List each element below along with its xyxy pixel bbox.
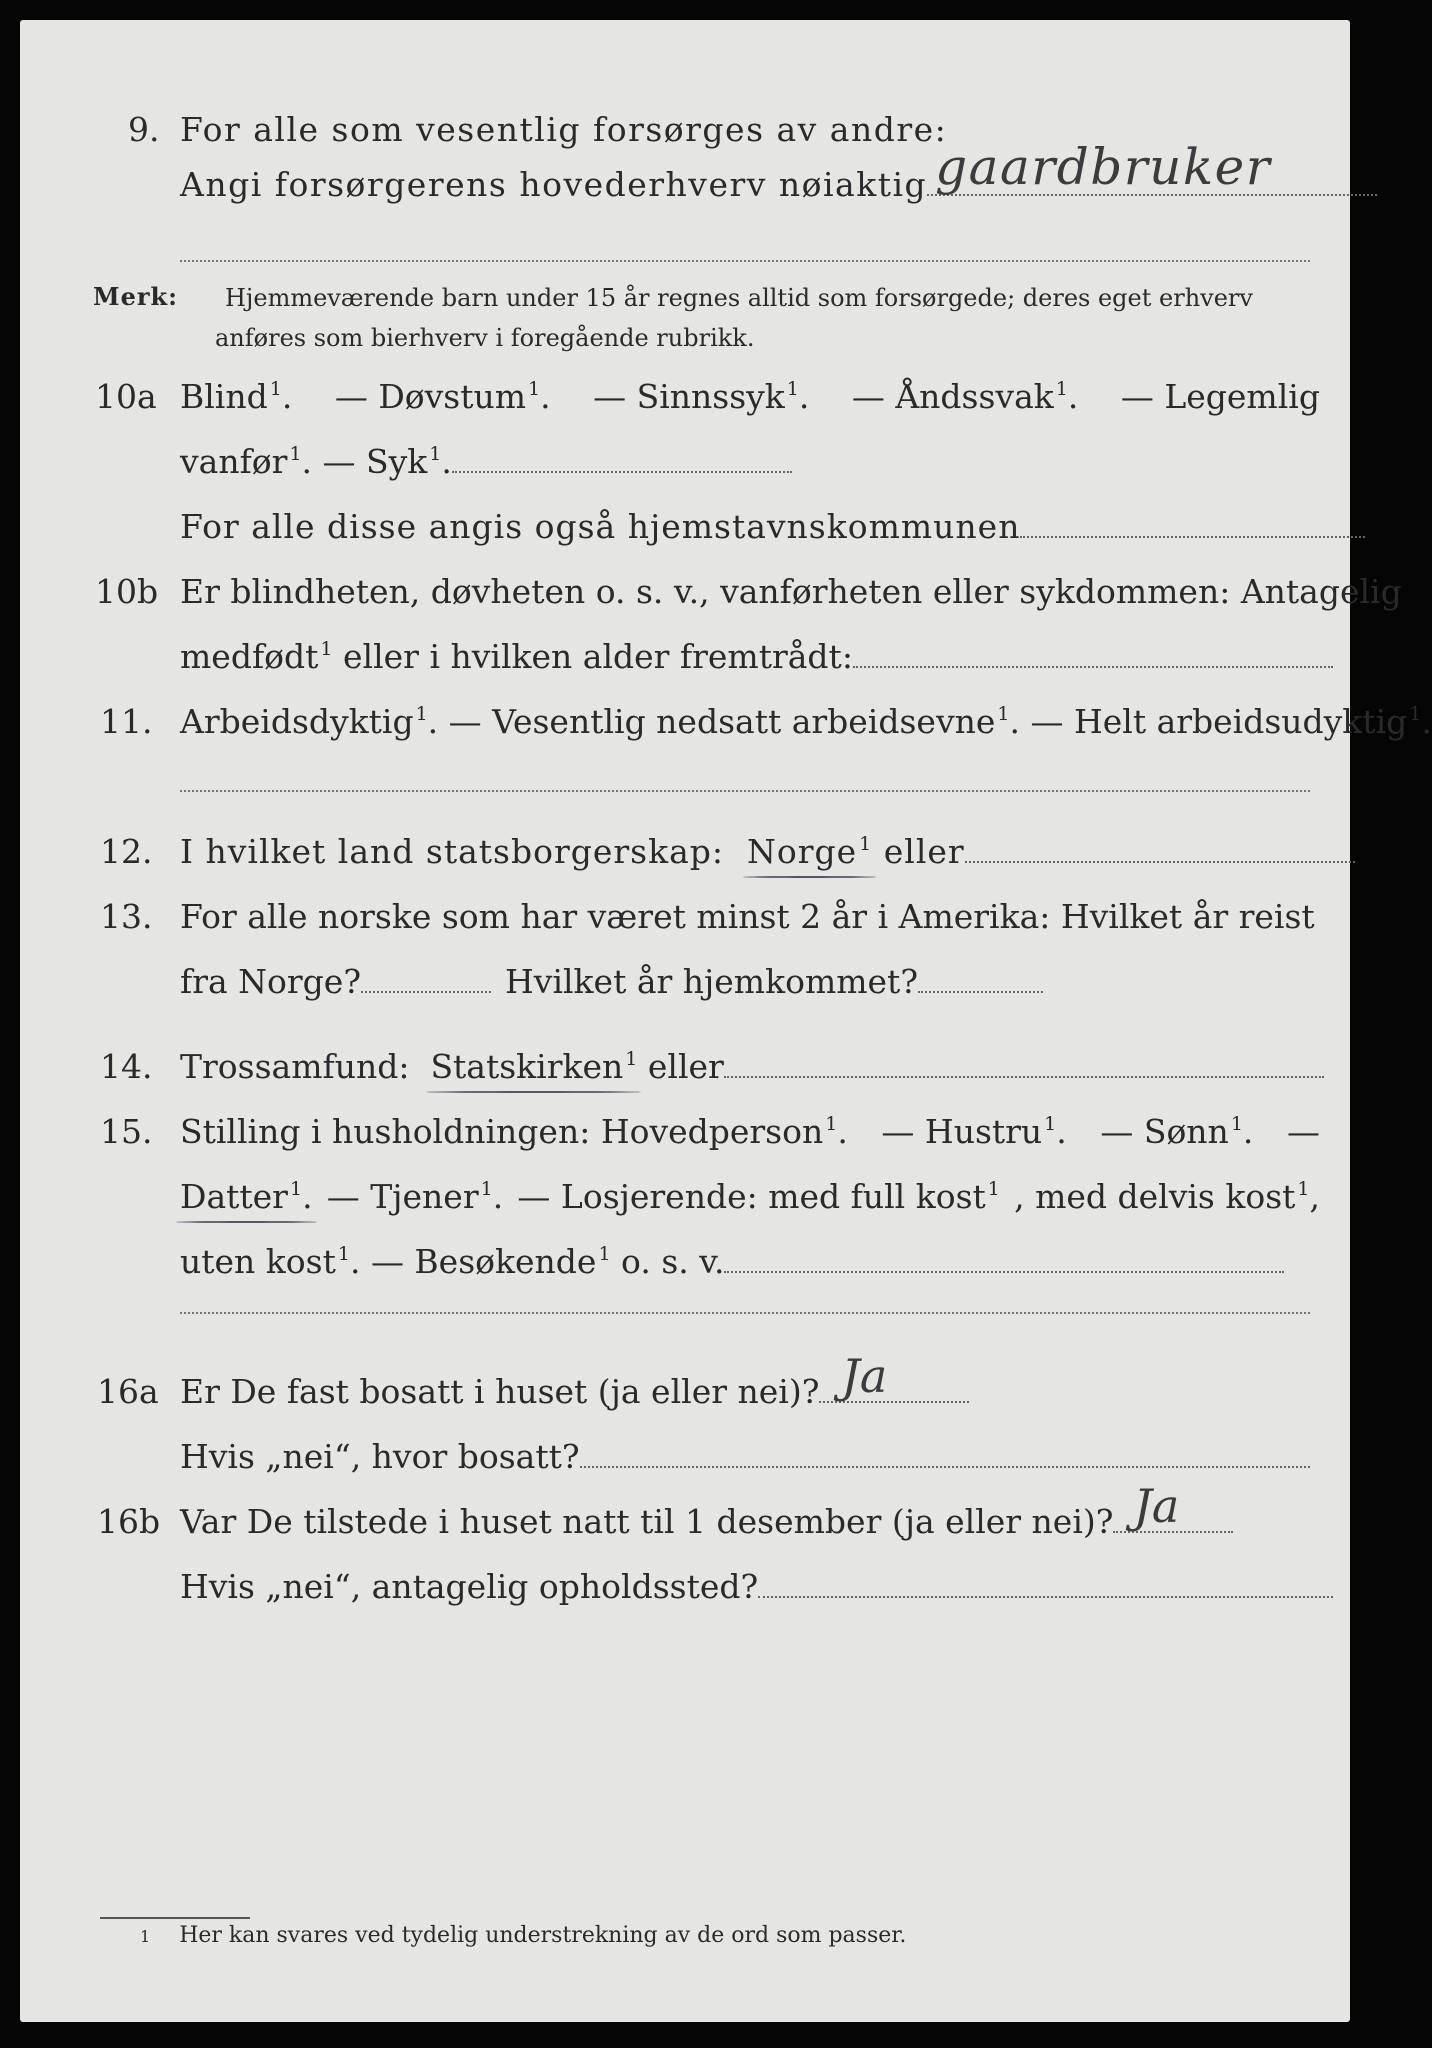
option-dovstum[interactable]: — Døvstum $^1$. <box>334 377 551 416</box>
merk-note <box>215 278 1253 358</box>
q9-occupation-answer: gaardbruker <box>935 138 1272 196</box>
q13-line2 <box>20 957 1350 1007</box>
q10b-text: Er blindheten, døvheten o. s. v., vanførheten eller sykdommen: Antagelig <box>180 572 1402 611</box>
option-arbeidsdyktig[interactable]: Arbeidsdyktig $^1$. <box>180 702 449 741</box>
q9-occupation-label: Angi forsørgerens hovederhverv nøiaktig <box>180 165 928 204</box>
q9-number: 9. <box>128 110 160 149</box>
q15-line3 <box>20 1237 1350 1287</box>
option-full-kost[interactable]: — Losjerende: med full kost $^1$ <box>517 1177 1000 1216</box>
option-statskirken[interactable]: Statskirken $^1$ <box>430 1042 637 1097</box>
q16b-question: Var De tilstede i huset natt til 1 desember (ja eller nei)? <box>180 1502 1114 1541</box>
q14-line <box>20 1042 1350 1092</box>
divider <box>180 260 1310 262</box>
q16b-where-label: Hvis „nei“, antagelig opholdssted? <box>180 1567 759 1606</box>
q14-number: 14. <box>100 1047 153 1086</box>
option-syk[interactable]: — Syk $^1$. <box>322 442 452 481</box>
census-form-page <box>20 20 1432 2022</box>
footnote-mark: 1 <box>140 1927 151 1946</box>
option-uten-kost[interactable]: uten kost $^1$. <box>180 1242 371 1281</box>
option-delvis-kost[interactable]: , med delvis kost $^1$, <box>1014 1177 1320 1216</box>
q10a-number: 10a <box>95 377 157 416</box>
q12-other-field[interactable] <box>965 831 1355 863</box>
hjemstavnskommune-field[interactable] <box>1020 506 1365 538</box>
option-hustru[interactable]: — Hustru $^1$. <box>881 1112 1067 1151</box>
q16b-answer: Ja <box>1133 1479 1180 1533</box>
option-besokende[interactable]: — Besøkende $^1$ <box>370 1242 611 1281</box>
q15-line1: 15. Stilling i husholdningen: Hovedperson $^1$. — Hustru $^1$. — Sønn $^1$. — <box>20 1107 1350 1157</box>
q13-reist-field[interactable] <box>361 961 491 993</box>
q13-text: For alle norske som har været minst 2 år i Amerika: Hvilket år reist <box>180 897 1315 936</box>
q13-number: 13. <box>100 897 153 936</box>
q13-line1 <box>20 892 1350 942</box>
q9-line2 <box>20 138 1350 210</box>
q15-number: 15. <box>100 1112 153 1151</box>
q16b-answer-field[interactable] <box>1113 1479 1233 1533</box>
footnote-text: Her kan svares ved tydelig understrekning av de ord som passer. <box>179 1923 907 1948</box>
q10a-line3 <box>20 502 1350 552</box>
q14-label: Trossamfund: <box>180 1047 410 1086</box>
q11-number: 11. <box>100 702 153 741</box>
merk-line1: Hjemmeværende barn under 15 år regnes alltid som forsørgede; deres eget erhverv <box>225 284 1253 312</box>
q14-other-field[interactable] <box>724 1046 1324 1078</box>
option-andssvak[interactable]: — Åndssvak $^1$. <box>851 377 1079 416</box>
merk-label: Merk: <box>93 282 178 311</box>
option-udyktig[interactable]: — Helt arbeidsudyktig $^1$. <box>1030 702 1432 741</box>
option-sinnssyk[interactable]: — Sinnssyk $^1$. <box>593 377 810 416</box>
q10a-line1 <box>20 372 1350 422</box>
q12-eller: eller <box>883 832 965 871</box>
hjemstavnskommune-label: For alle disse angis også hjemstavnskommunen <box>180 507 1021 546</box>
divider <box>180 790 1310 792</box>
q9-text: For alle som vesentlig forsørges av andre: <box>180 110 948 149</box>
footnote <box>140 1923 906 1948</box>
q16b-number: 16b <box>97 1502 161 1541</box>
option-medfodt[interactable]: medfødt $^1$ <box>180 637 333 676</box>
q10a-syk-field[interactable] <box>452 441 792 473</box>
q12-label: I hvilket land statsborgerskap: <box>180 832 725 871</box>
option-datter[interactable]: Datter $^1$. <box>180 1172 313 1227</box>
q12-number: 12. <box>100 832 153 871</box>
option-hovedperson[interactable]: Stilling i husholdningen: Hovedperson $^1$. <box>180 1112 848 1151</box>
q15-osv: o. s. v. <box>621 1242 725 1281</box>
merk-line2: anføres som bierhverv i foregående rubrikk. <box>215 324 755 352</box>
q16a-line2 <box>20 1432 1350 1482</box>
option-sonn[interactable]: — Sønn $^1$. <box>1100 1112 1254 1151</box>
q13-hjemkommet-field[interactable] <box>918 961 1043 993</box>
q15-line2 <box>20 1172 1350 1222</box>
q15-other-field[interactable] <box>724 1241 1284 1273</box>
q16b-line1 <box>20 1479 1350 1547</box>
option-legemlig[interactable]: — Legemlig <box>1120 377 1320 416</box>
q10b-age-field[interactable] <box>853 636 1333 668</box>
footnote-rule <box>100 1917 250 1919</box>
q16a-answer-field[interactable] <box>819 1349 969 1403</box>
q10b-line2 <box>20 632 1350 682</box>
q16a-where-field[interactable] <box>580 1436 1310 1468</box>
q16b-line2 <box>20 1562 1350 1612</box>
option-nedsatt[interactable]: — Vesentlig nedsatt arbeidsevne $^1$. <box>448 702 1031 741</box>
q10b-number: 10b <box>95 572 159 611</box>
q13-hjemkommet-label: Hvilket år hjemkommet? <box>505 962 919 1001</box>
option-blind[interactable]: Blind $^1$. <box>180 377 293 416</box>
q16b-where-field[interactable] <box>758 1566 1333 1598</box>
q16a-number: 16a <box>97 1372 159 1411</box>
q12-line <box>20 827 1350 877</box>
q14-eller: eller <box>647 1047 724 1086</box>
q16a-line1 <box>20 1349 1350 1417</box>
option-norge[interactable]: Norge $^1$ <box>747 827 872 882</box>
q9-occupation-field[interactable] <box>927 138 1377 196</box>
q13-reist-label: fra Norge? <box>180 962 362 1001</box>
q10b-age-label: eller i hvilken alder fremtrådt: <box>343 637 853 676</box>
q16a-question: Er De fast bosatt i huset (ja eller nei)? <box>180 1372 820 1411</box>
divider <box>180 1312 1310 1314</box>
q10b-line1 <box>20 567 1402 617</box>
q10a-line2 <box>20 437 1350 487</box>
option-vanfor[interactable]: vanfør $^1$. <box>180 442 323 481</box>
q11-line <box>20 697 1432 747</box>
option-tjener[interactable]: — Tjener $^1$. <box>326 1177 504 1216</box>
q16a-answer: Ja <box>841 1349 888 1403</box>
q16a-where-label: Hvis „nei“, hvor bosatt? <box>180 1437 580 1476</box>
